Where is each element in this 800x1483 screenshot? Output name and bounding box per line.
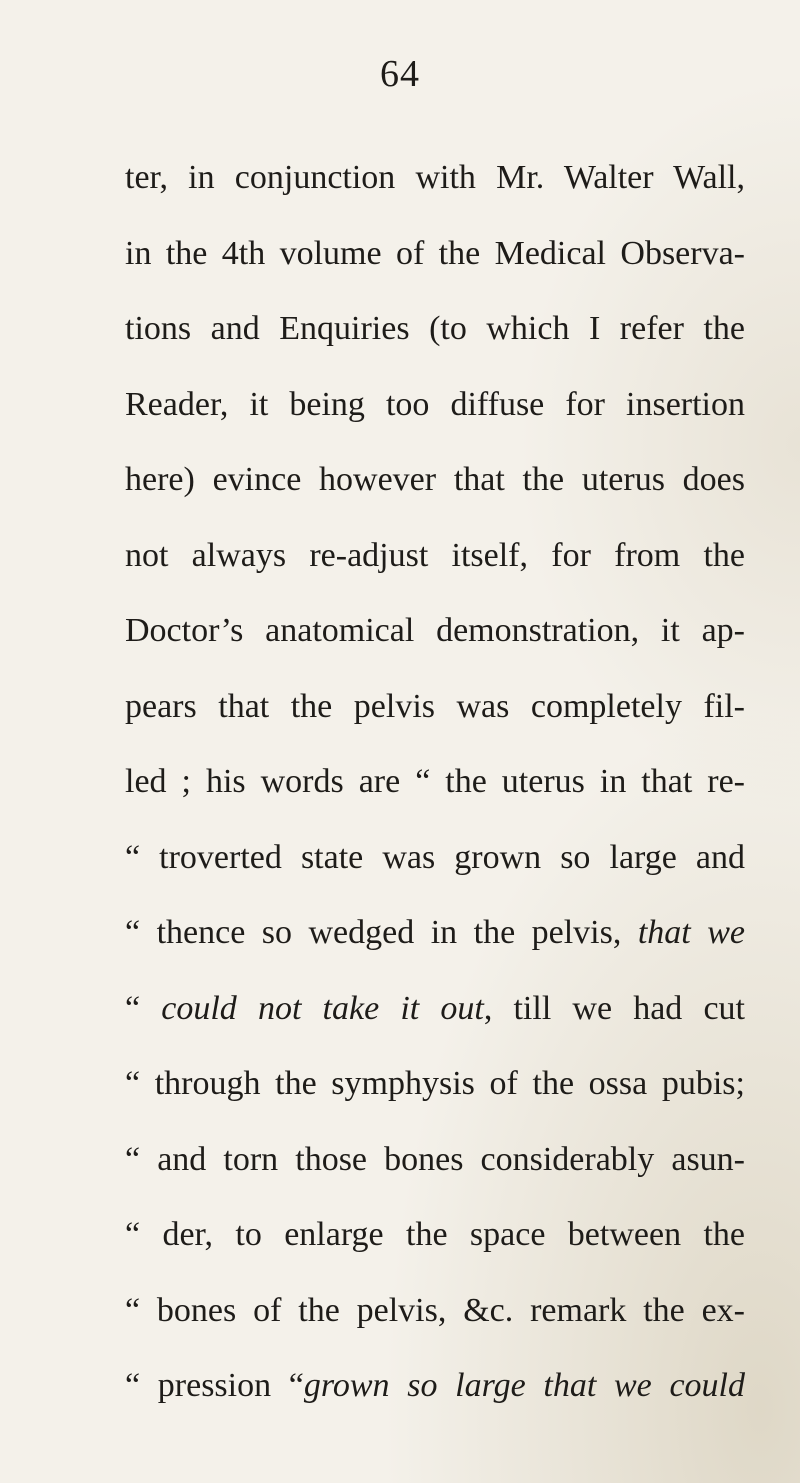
text-line: “ and torn those bones considerably asun- — [125, 1140, 745, 1178]
text-line: “ could not take it out, till we had cut — [125, 989, 746, 1027]
text-line: ter, in conjunction with Mr. Walter Wall, — [125, 159, 745, 196]
text-line: not always re-adjust itself, for from the — [125, 536, 745, 574]
italic-phrase: could not take it out — [161, 989, 484, 1027]
text-line: “ troverted state was grown so large and — [125, 838, 745, 876]
text-line: “ bones of the pelvis, &c. remark the ex- — [125, 1291, 745, 1329]
body-text — [125, 140, 745, 1424]
page-number: 64 — [380, 53, 420, 95]
text-line: Reader, it being too diffuse for insertion — [125, 385, 745, 423]
text-line: Doctor’s anatomical demonstration, it ap- — [125, 612, 745, 649]
italic-phrase: that we — [637, 914, 745, 951]
italic-phrase: grown so large that we could — [303, 1367, 745, 1404]
text-line: “ pression “grown so large that we could — [125, 1367, 745, 1404]
text-line: “ through the symphysis of the ossa pubis; — [125, 1065, 745, 1102]
text-line: in the 4th volume of the Medical Observa- — [125, 234, 745, 272]
text-line: “ thence so wedged in the pelvis, that we — [125, 914, 745, 951]
text-line: tions and Enquiries (to which I refer the — [125, 310, 745, 347]
text-line: here) evince however that the uterus does — [125, 461, 745, 498]
text-line: led ; his words are “ the uterus in that re- — [125, 763, 745, 800]
text-line: “ der, to enlarge the space between the — [125, 1216, 745, 1253]
text-line: pears that the pelvis was completely fil- — [125, 687, 745, 725]
